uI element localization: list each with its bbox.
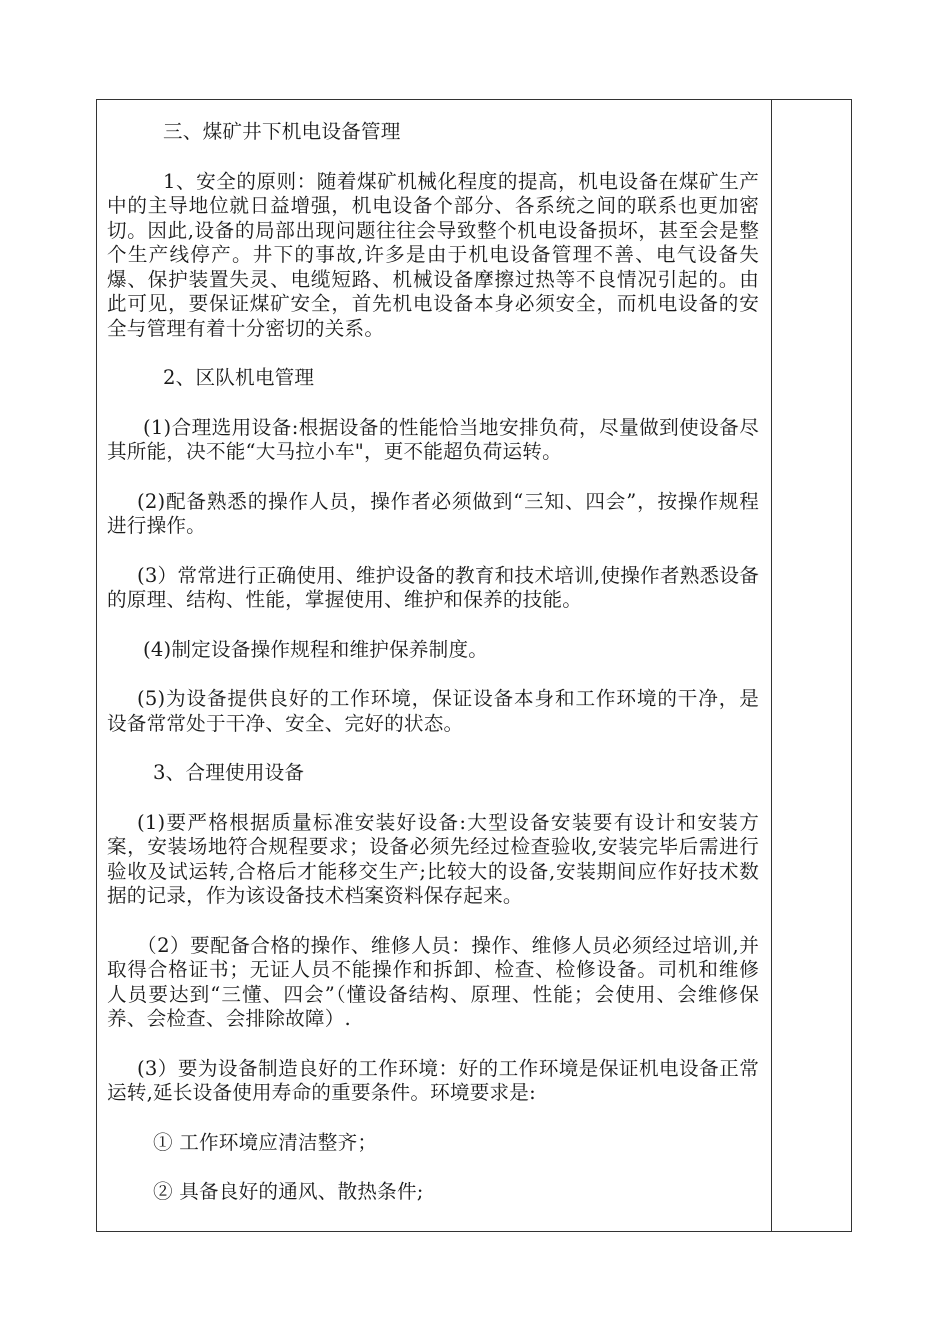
paragraph-install: (1)要严格根据质量标准安装好设备:大型设备安装要有设计和安装方案，安装场地符合规程要求；设备必须先经过检查验收,安装完毕后需进行验收及试运转,合格后才能移交生产;比较大的设备,安装期间应作好技术数据的记录，作为该设备技术档案资料保存起来。 <box>107 810 759 907</box>
paragraph-staff: （2）要配备合格的操作、维修人员：操作、维修人员必须经过培训,并取得合格证书；无证人员不能操作和拆卸、检查、检修设备。司机和维修人员要达到“三懂、四会”（懂设备结构、原理、性能；会使用、会维修保养、会检查、会排除故障）. <box>107 933 759 1030</box>
content-cell <box>97 100 772 1231</box>
list-item-clean: ① 工作环境应清洁整齐； <box>153 1130 378 1154</box>
paragraph-item-3: (3）常常进行正确使用、维护设备的教育和技术培训,使操作者熟悉设备的原理、结构、性能，掌握使用、维护和保养的技能。 <box>107 563 759 611</box>
paragraph-environment: (3）要为设备制造良好的工作环境：好的工作环境是保证机电设备正常运转,延长设备使用寿命的重要条件。环境要求是: <box>107 1056 759 1104</box>
document-table <box>96 99 852 1232</box>
paragraph-safety-principle: 1、安全的原则：随着煤矿机械化程度的提高，机电设备在煤矿生产中的主导地位就日益增强，机电设备个部分、各系统之间的联系也更加密切。因此,设备的局部出现问题往往会导致整个机电设备损坏，甚至会是整个生产线停产。井下的事故,许多是由于机电设备管理不善、电气设备失爆、保护装置失灵、电缆短路、机械设备摩擦过热等不良情况引起的。由此可见，要保证煤矿安全，首先机电设备本身必须安全，而机电设备的安全与管理有着十分密切的关系。 <box>107 169 759 340</box>
list-item-ventilation: ② 具备良好的通风、散热条件; <box>153 1180 424 1203</box>
section-title: 三、煤矿井下机电设备管理 <box>163 120 401 143</box>
side-cell <box>772 100 851 1231</box>
paragraph-item-1: (1)合理选用设备:根据设备的性能恰当地安排负荷，尽量做到使设备尽其所能，决不能“大马拉小车"，更不能超负荷运转。 <box>107 415 759 463</box>
paragraph-item-2: (2)配备熟悉的操作人员，操作者必须做到“三知、四会”，按操作规程进行操作。 <box>107 489 759 537</box>
heading-team-management: 2、区队机电管理 <box>163 366 315 389</box>
paragraph-item-4: (4)制定设备操作规程和维护保养制度。 <box>143 637 489 661</box>
paragraph-item-5: (5)为设备提供良好的工作环境，保证设备本身和工作环境的干净，是设备常常处于干净、安全、完好的状态。 <box>107 687 759 735</box>
heading-proper-use: 3、合理使用设备 <box>153 761 305 784</box>
